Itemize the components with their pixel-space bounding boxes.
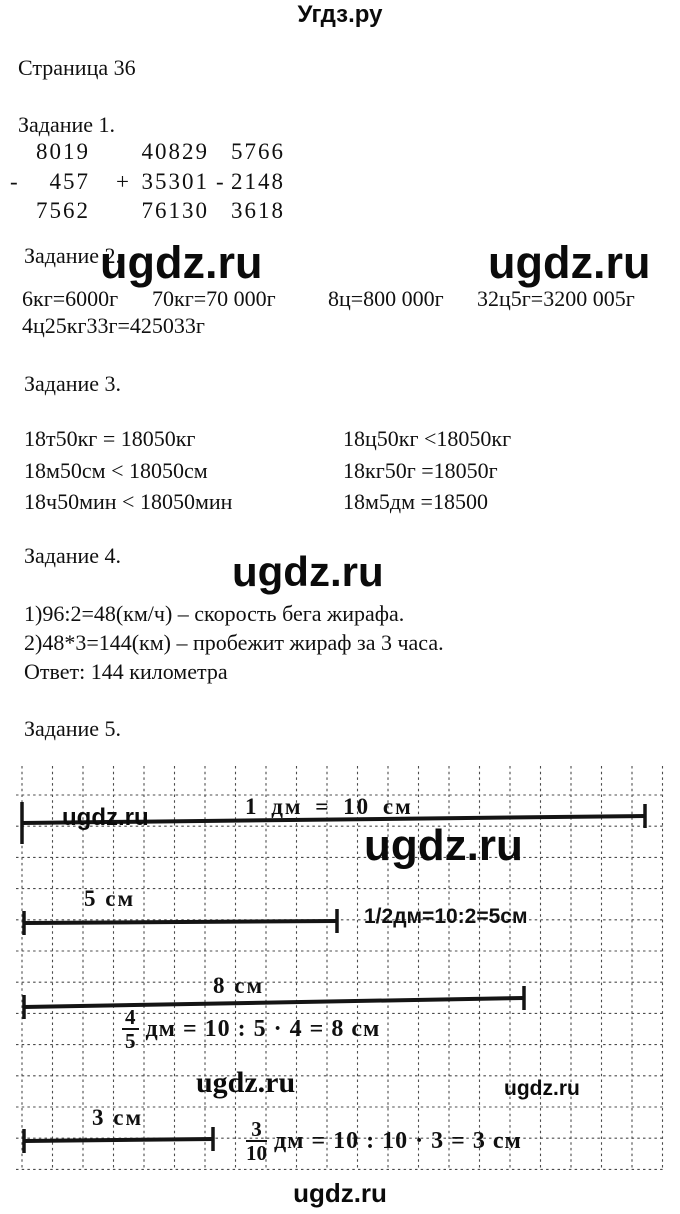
task2-equality: 70кг=70 000г: [152, 286, 276, 311]
fraction-denominator: 10: [246, 1141, 267, 1166]
fraction-numerator: 3: [246, 1118, 267, 1142]
result: 7562: [36, 198, 90, 223]
segment-label-1dm: 1 дм = 10 см: [245, 794, 413, 819]
task1-title: Задание 1.: [18, 112, 116, 137]
addend2: 35301: [141, 168, 209, 194]
task2-equality: 4ц25кг33г=425033г: [22, 313, 205, 338]
equation-4-5-dm: [122, 1006, 380, 1053]
fraction-denominator: 5: [125, 1029, 136, 1054]
task3-comparison: 18м5дм =18500: [343, 489, 488, 514]
watermark: ugdz.ru: [488, 237, 651, 288]
addend: 40829: [141, 139, 209, 164]
fraction: [246, 1118, 267, 1165]
watermark: ugdz.ru: [364, 821, 523, 870]
fraction: [122, 1006, 139, 1053]
watermark: ugdz.ru: [100, 237, 263, 288]
task3-comparison: 18т50кг = 18050кг: [24, 426, 196, 451]
segment-label-5cm: 5 см: [84, 886, 136, 911]
subtrahend: 2148: [231, 168, 285, 194]
equation-text: дм = 10 : 5 · 4 = 8 см: [145, 1015, 381, 1042]
result: 76130: [141, 198, 209, 223]
measured-segment: [24, 1139, 213, 1141]
equation-3-10-dm: [246, 1118, 522, 1165]
task3-comparison: 18ц50кг <18050кг: [343, 426, 512, 451]
task3-title: Задание 3.: [24, 371, 122, 396]
minuend: 8019: [36, 139, 90, 164]
watermark: ugdz.ru: [293, 1178, 387, 1208]
task5-title: Задание 5.: [24, 716, 122, 741]
equation-text: дм = 10 : 10 · 3 = 3 см: [274, 1127, 522, 1154]
task4-solution-step: 2)48*3=144(км) – пробежит жираф за 3 часа.: [24, 630, 444, 655]
watermark: ugdz.ru: [232, 548, 384, 595]
task2-title: Задание 2.: [24, 243, 122, 268]
segment-label-3cm: 3 см: [92, 1105, 144, 1130]
site-header-watermark: Угдз.ру: [297, 1, 383, 28]
minuend: 5766: [231, 139, 285, 164]
measured-segment: [24, 921, 337, 923]
fraction-numerator: 4: [122, 1006, 139, 1030]
task2-equality: 6кг=6000г: [22, 286, 119, 311]
operator: -: [216, 168, 224, 194]
segment-label-8cm: 8 см: [213, 973, 265, 998]
watermark: ugdz.ru: [196, 1066, 296, 1099]
result: 3618: [231, 198, 285, 223]
operator: +: [116, 168, 129, 194]
watermark: ugdz.ru: [504, 1077, 580, 1100]
task4-answer: Ответ: 144 километра: [24, 659, 228, 684]
half-dm-note: 1/2дм=10:2=5см: [364, 905, 528, 928]
watermark: ugdz.ru: [62, 804, 149, 831]
page-number-label: Страница 36: [18, 55, 136, 80]
task4-solution-step: 1)96:2=48(км/ч) – скорость бега жирафа.: [24, 601, 405, 626]
subtrahend: 457: [49, 168, 90, 194]
operator: -: [10, 168, 18, 194]
task2-equality: 8ц=800 000г: [328, 286, 444, 311]
task2-equality: 32ц5г=3200 005г: [477, 286, 635, 311]
task3-comparison: 18кг50г =18050г: [343, 458, 498, 483]
task3-comparison: 18м50см < 18050см: [24, 458, 208, 483]
task4-title: Задание 4.: [24, 543, 122, 568]
task3-comparison: 18ч50мин < 18050мин: [24, 489, 233, 514]
